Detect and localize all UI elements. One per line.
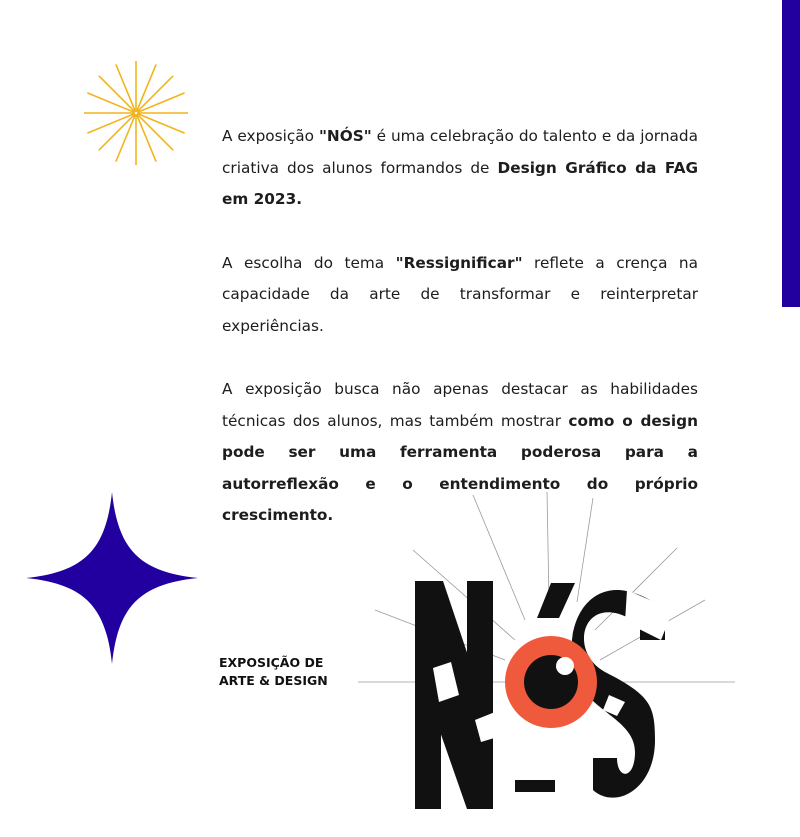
four-point-star-icon (26, 492, 198, 664)
text-span: A exposição busca não apenas destacar as habilidades técnicas dos alunos, mas também mostrar (222, 380, 698, 430)
text-span: A exposição (222, 127, 319, 145)
logo-letter-n (415, 581, 501, 809)
eye-icon (505, 636, 597, 728)
exhibition-label-line1: EXPOSIÇÃO DE (219, 655, 324, 670)
bold-text: como o design pode ser uma ferramenta poderosa para a autorreflexão e o entendimento do próprio crescimento. (222, 411, 698, 524)
bold-text: "Ressignificar" (395, 253, 523, 272)
text-span: A escolha do tema (222, 253, 396, 272)
bold-text: Design Gráfico da FAG em 2023. (222, 158, 699, 208)
bold-text: "NÓS" (318, 127, 372, 145)
paragraph-1 (222, 121, 698, 216)
paragraph-2 (222, 248, 698, 343)
exhibition-label-line2: ARTE & DESIGN (219, 673, 328, 688)
text-span: reflete a crença na capacidade da arte de transformar e reinterpretar experiências. (222, 253, 699, 335)
accent-side-bar (782, 0, 800, 307)
nos-eye-logo (355, 490, 745, 830)
sunburst-icon (84, 61, 188, 165)
text-span: é uma celebração do talento e da jornada criativa dos alunos formandos de (222, 127, 698, 177)
